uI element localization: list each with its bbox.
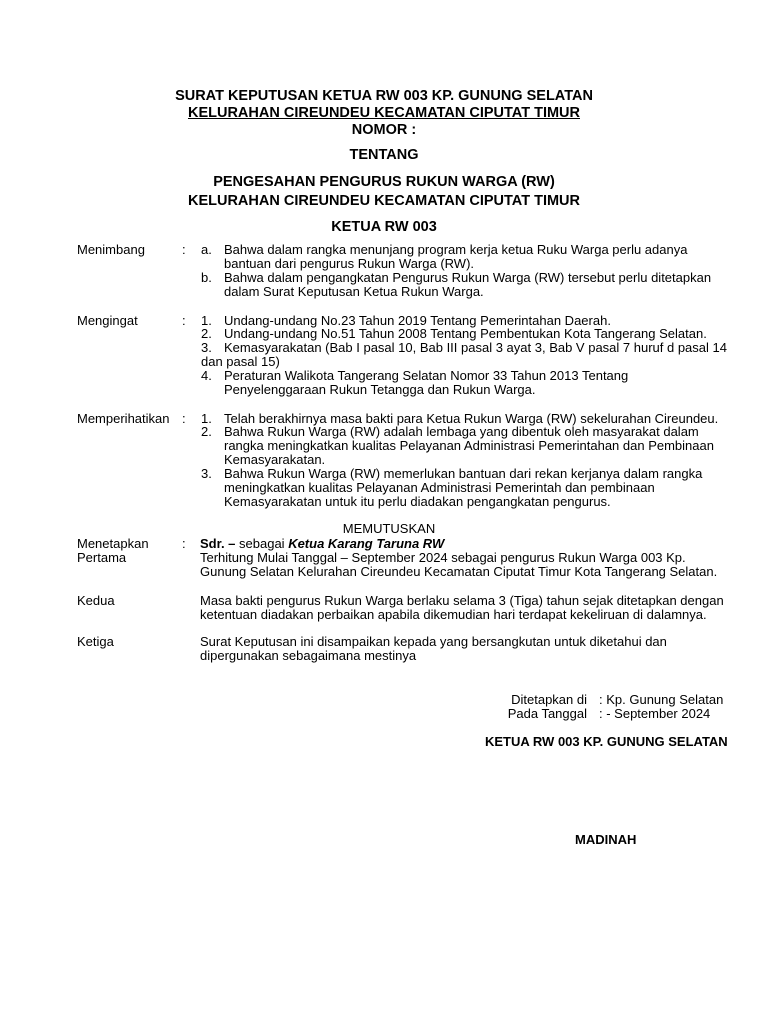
menimbang-marker-b: b. (201, 270, 212, 285)
ditetapkan-value: : Kp. Gunung Selatan (599, 692, 724, 707)
memperhatikan-marker-3: 3. (201, 466, 212, 481)
menimbang-item-b (224, 271, 734, 299)
mengingat-item-3: Kemasyarakatan (Bab I pasal 10, Bab III pasal 3 ayat 3, Bab V pasal 7 huruf d pasal 14 (224, 340, 727, 355)
kedua-line1: Masa bakti pengurus Rukun Warga berlaku selama 3 (Tiga) tahun sejak ditetapkan dengan (200, 593, 724, 608)
jabatan-text: Ketua Karang Taruna RW (288, 536, 445, 551)
mengingat-marker-3: 3. (201, 340, 212, 355)
doc-title-line2-text: KELURAHAN CIREUNDEU KECAMATAN CIPUTAT TIMUR (187, 105, 580, 121)
signature-position: KETUA RW 003 KP. GUNUNG SELATAN (485, 734, 728, 749)
memperhatikan-item-2-line3: Kemasyarakatan. (224, 452, 326, 467)
ketiga-line2: dipergunakan sebagaimana mestinya (200, 648, 417, 663)
mengingat-item-1: Undang-undang No.23 Tahun 2019 Tentang Pemerintahan Daerah. (224, 313, 611, 328)
doc-title-line2 (0, 105, 768, 121)
memperhatikan-item-3-line2: meningkatkan kualitas Pelayanan Administrasi Pemerintah dan pembinaan (224, 480, 655, 495)
ketiga-line1: Surat Keputusan ini disampaikan kepada yang bersangkutan untuk diketahui dan (200, 634, 667, 649)
mengingat-marker-1: 1. (201, 313, 212, 328)
kedua-label: Kedua (77, 593, 115, 608)
memperhatikan-marker-2: 2. (201, 424, 212, 439)
doc-title-line1: SURAT KEPUTUSAN KETUA RW 003 KP. GUNUNG SELATAN (175, 88, 593, 104)
menimbang-colon: : (182, 242, 186, 257)
mengingat-item-4-line1: Peraturan Walikota Tangerang Selatan Nomor 33 Tahun 2013 Tentang (224, 368, 629, 383)
ditetapkan-label: Ditetapkan di (511, 692, 587, 707)
menetapkan-label: Menetapkan (77, 536, 149, 551)
mengingat-item-3-cont: dan pasal 15) (201, 354, 280, 369)
menimbang-marker-a: a. (201, 242, 212, 257)
memperhatikan-item-3-line1: Bahwa Rukun Warga (RW) memerlukan bantuan dari rekan kerjanya dalam rangka (224, 466, 703, 481)
memperhatikan-item-1: Telah berakhirnya masa bakti para Ketua Rukun Warga (RW) sekelurahan Cireundeu. (224, 411, 719, 426)
sdr-label: Sdr. – (200, 536, 236, 551)
memperhatikan-item-2-line2: rangka meningkatkan kualitas Pelayanan Administrasi Pemerintahan dan Pembinaan (224, 438, 714, 453)
doc-tentang: TENTANG (349, 147, 419, 163)
mengingat-colon: : (182, 313, 186, 328)
memperhatikan-colon: : (182, 411, 186, 426)
doc-ketua-heading: KETUA RW 003 (331, 219, 437, 235)
memperhatikan-label: Memperihatikan (77, 411, 170, 426)
sebagai-text: sebagai (235, 536, 289, 551)
memutuskan-heading: MEMUTUSKAN (342, 521, 436, 536)
menetapkan-line3: Gunung Selatan Kelurahan Cireundeu Kecamatan Ciputat Timur Kota Tangerang Selatan. (200, 564, 718, 579)
doc-nomor: NOMOR : (351, 122, 417, 138)
mengingat-marker-2: 2. (201, 326, 212, 341)
kedua-content (200, 594, 730, 622)
mengingat-marker-4: 4. (201, 368, 212, 383)
signature-name: MADINAH (575, 832, 637, 847)
menetapkan-line1 (200, 537, 730, 551)
mengingat-label: Mengingat (77, 313, 138, 328)
memperhatikan-marker-1: 1. (201, 411, 212, 426)
memperhatikan-item-3 (224, 467, 734, 509)
mengingat-item-2: Undang-undang No.51 Tahun 2008 Tentang Pembentukan Kota Tangerang Selatan. (224, 326, 707, 341)
menimbang-item-b-line1: Bahwa dalam pengangkatan Pengurus Rukun Warga (RW) tersebut perlu ditetapkan (224, 270, 712, 285)
menetapkan-colon: : (182, 536, 186, 551)
memperhatikan-item-3-line3: Kemasyarakatan untuk itu perlu diadakan pengangkatan pengurus. (224, 494, 611, 509)
doc-subject-line2: KELURAHAN CIREUNDEU KECAMATAN CIPUTAT TIMUR (187, 193, 580, 209)
menimbang-item-a-line2: bantuan dari pengurus Rukun Warga (RW). (224, 256, 475, 271)
mengingat-item-4 (224, 369, 734, 397)
ketiga-content (200, 635, 730, 663)
tanggal-label: Pada Tanggal (507, 706, 587, 721)
doc-subject-line1: PENGESAHAN PENGURUS RUKUN WARGA (RW) (213, 174, 555, 190)
mengingat-item-4-line2: Penyelenggaraan Rukun Tetangga dan Rukun Warga. (224, 382, 536, 397)
menetapkan-content (200, 537, 730, 579)
memperhatikan-item-2-line1: Bahwa Rukun Warga (RW) adalah lembaga yang dibentuk oleh masyarakat dalam (224, 424, 699, 439)
menimbang-label: Menimbang (77, 242, 145, 257)
menimbang-item-a (224, 243, 734, 271)
pertama-label: Pertama (77, 550, 127, 565)
tanggal-value: : - September 2024 (599, 706, 711, 721)
menetapkan-line2: Terhitung Mulai Tanggal – September 2024 sebagai pengurus Rukun Warga 003 Kp. (200, 550, 686, 565)
menimbang-item-a-line1: Bahwa dalam rangka menunjang program kerja ketua Ruku Warga perlu adanya (224, 242, 688, 257)
kedua-line2: ketentuan diadakan perbaikan apabila dikemudian hari terdapat kekeliruan di dalamnya. (200, 607, 707, 622)
memperhatikan-item-2 (224, 425, 734, 467)
menimbang-item-b-line2: dalam Surat Keputusan Ketua Rukun Warga. (224, 284, 484, 299)
ketiga-label: Ketiga (77, 634, 114, 649)
